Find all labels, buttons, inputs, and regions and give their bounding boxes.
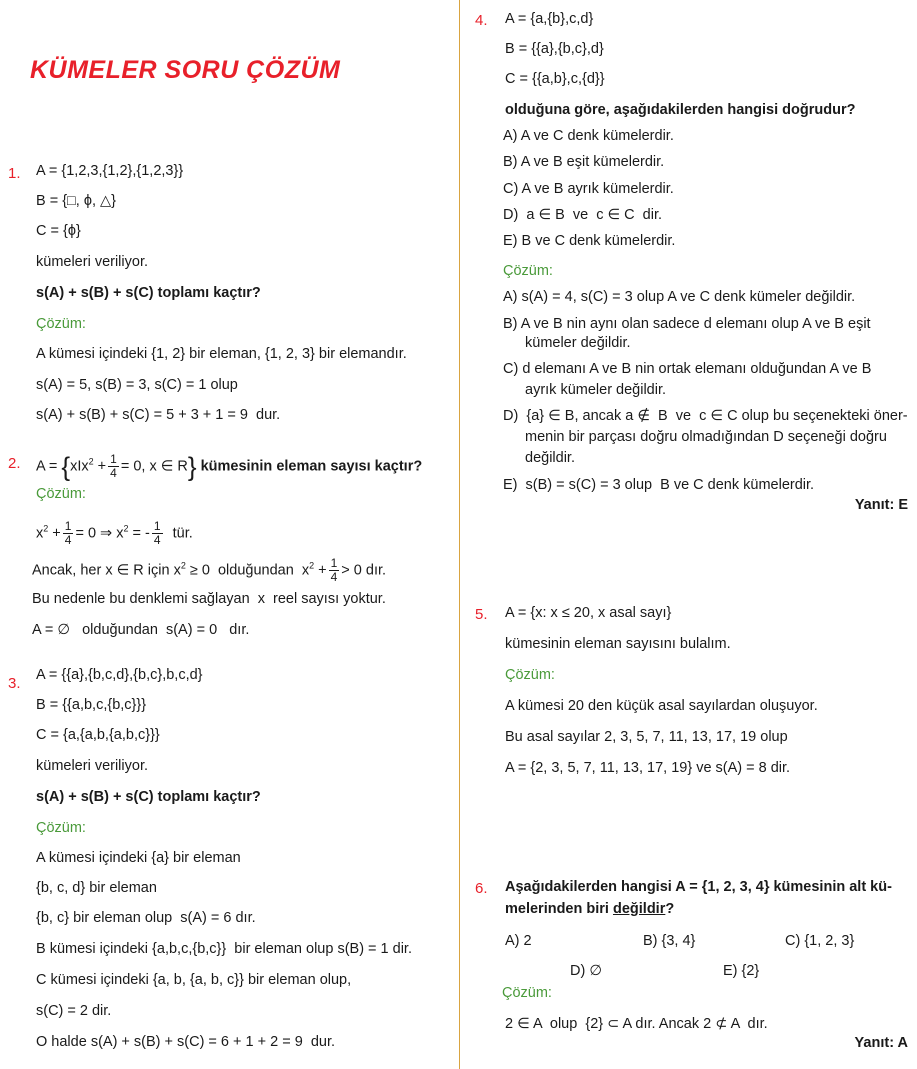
set-a: A = {1,2,3,{1,2},{1,2,3}} (36, 163, 184, 179)
option-d: D) a ∈ B ve c ∈ C dir. (503, 207, 663, 223)
solution-line: D) {a} ∈ B, ancak a ∉ B ve c ∈ C olup bu seçenekteki öner- (503, 408, 908, 424)
solution-label: Çözüm: (503, 263, 553, 279)
solution-label: Çözüm: (36, 820, 86, 836)
column-divider (459, 0, 460, 1069)
solution-line: Bu nedenle bu denklemi sağlayan x reel sayısı yoktur. (32, 591, 386, 607)
solution-line: {b, c} bir eleman olup s(A) = 6 dır. (36, 910, 256, 926)
solution-line: menin bir parçası doğru olmadığından D seçeneği doğru (525, 429, 887, 445)
solution-line: A kümesi içindeki {1, 2} bir eleman, {1, 2, 3} bir elemandır. (36, 346, 407, 362)
solution-line: $x^2$ + $\frac{1}{4}$ = 0 ⇒ $x^2$ = - $\frac{1}{4}$ tür. (36, 519, 193, 547)
question-text: Aşağıdakilerden hangisi A = {1, 2, 3, 4} kümesinin alt kü- (505, 879, 892, 895)
question-number: 2. (8, 455, 21, 472)
solution-line: A) s(A) = 4, s(C) = 3 olup A ve C denk kümeler değildir. (503, 289, 856, 305)
answer-label: Yanıt: E (854, 497, 908, 513)
option-e: E) {2} (723, 963, 760, 979)
solution-line: 2 ∈ A olup {2} ⊂ A dır. Ancak 2 ⊄ A dır. (505, 1016, 768, 1032)
set-a: A = {{a},{b,c,d},{b,c},b,c,d} (36, 667, 203, 683)
solution-line: değildir. (525, 450, 575, 466)
set-b: B = {□, ϕ, △} (36, 193, 117, 209)
page-title: KÜMELER SORU ÇÖZÜM (30, 56, 341, 84)
set-a: A = {x: x ≤ 20, x asal sayı} (505, 605, 672, 621)
set-name: A = (36, 458, 58, 475)
solution-line: A kümesi içindeki {a} bir eleman (36, 850, 241, 866)
solution-line: kümeler değildir. (525, 335, 631, 351)
solution-line: C kümesi içindeki {a, b, {a, b, c}} bir eleman olup, (36, 972, 352, 988)
option-d: D) ∅ (570, 963, 602, 979)
answer-label: Yanıt: A (854, 1035, 908, 1051)
question-text: olduğuna göre, aşağıdakilerden hangisi doğrudur? (505, 102, 856, 118)
solution-line: A = {2, 3, 5, 7, 11, 13, 17, 19} ve s(A) = 8 dir. (505, 760, 791, 776)
set-a: A = {a,{b},c,d} (505, 11, 594, 27)
solution-line: Ancak, her x ∈ R için $x^2 \ge 0$ olduğundan $x^2$ + $\frac{1}{4}$ > 0 dır. (32, 556, 387, 584)
solution-line: B) A ve B nin aynı olan sadece d elemanı olup A ve B eşit (503, 316, 871, 332)
solution-line: Bu asal sayılar 2, 3, 5, 7, 11, 13, 17, 19 olup (505, 729, 788, 745)
option-b: B) {3, 4} (643, 933, 696, 949)
solution-line: s(C) = 2 dir. (36, 1003, 112, 1019)
solution-line: A = ∅ olduğundan s(A) = 0 dır. (32, 622, 250, 638)
question-number: 4. (475, 12, 488, 29)
option-a: A) A ve C denk kümelerdir. (503, 128, 674, 144)
set-c: C = {a,{a,b,{a,b,c}}} (36, 727, 160, 743)
option-e: E) B ve C denk kümelerdir. (503, 233, 676, 249)
set-expr-left: xIx (70, 458, 89, 475)
solution-line: s(A) + s(B) + s(C) = 5 + 3 + 1 = 9 dur. (36, 407, 281, 423)
question-text: melerinden biri değildir? (505, 901, 675, 917)
option-a: A) 2 (505, 933, 532, 949)
question-number: 5. (475, 606, 488, 623)
given-text: kümeleri veriliyor. (36, 254, 148, 270)
solution-label: Çözüm: (502, 985, 552, 1001)
solution-line: ayrık kümeler değildir. (525, 382, 667, 398)
set-c: C = {ϕ} (36, 223, 81, 239)
option-c: C) {1, 2, 3} (785, 933, 855, 949)
solution-label: Çözüm: (36, 316, 86, 332)
question-number: 3. (8, 675, 21, 692)
set-b: B = {{a},{b,c},d} (505, 41, 604, 57)
solution-line: E) s(B) = s(C) = 3 olup B ve C denk kümelerdir. (503, 477, 815, 493)
fraction: $\frac{1}{4}$ (330, 556, 338, 584)
set-expr-right: = 0, x ∈ R (120, 458, 188, 475)
question-text: s(A) + s(B) + s(C) toplamı kaçtır? (36, 285, 261, 301)
solution-line: O halde s(A) + s(B) + s(C) = 6 + 1 + 2 = 9 dur. (36, 1034, 335, 1050)
option-c: C) A ve B ayrık kümelerdir. (503, 181, 674, 197)
fraction: $\frac{1}{4}$ (153, 519, 161, 547)
question-text: s(A) + s(B) + s(C) toplamı kaçtır? (36, 789, 261, 805)
set-c: C = {{a,b},c,{d}} (505, 71, 605, 87)
solution-label: Çözüm: (36, 486, 86, 502)
fraction: $\frac{1}{4}$ (110, 452, 117, 480)
given-text: kümeleri veriliyor. (36, 758, 148, 774)
question-number: 6. (475, 880, 488, 897)
fraction: $\frac{1}{4}$ (64, 519, 72, 547)
question-number: 1. (8, 165, 21, 182)
set-b: B = {{a,b,c,{b,c}}} (36, 697, 147, 713)
solution-line: C) d elemanı A ve B nin ortak elemanı olduğundan A ve B (503, 361, 872, 377)
question-text: kümesinin eleman sayısı kaçtır? (200, 458, 423, 475)
given-text: kümesinin eleman sayısını bulalım. (505, 636, 731, 652)
option-b: B) A ve B eşit kümelerdir. (503, 154, 665, 170)
solution-line: A kümesi 20 den küçük asal sayılardan oluşuyor. (505, 698, 818, 714)
set-definition: A = {xIx$^2$ + $\frac{1}{4}$ = 0, x ∈ R} kümesinin eleman sayısı kaçtır? (36, 451, 423, 482)
solution-line: {b, c, d} bir eleman (36, 880, 157, 896)
solution-label: Çözüm: (505, 667, 555, 683)
solution-line: s(A) = 5, s(B) = 3, s(C) = 1 olup (36, 377, 238, 393)
solution-line: B kümesi içindeki {a,b,c,{b,c}} bir eleman olup s(B) = 1 dir. (36, 941, 412, 957)
